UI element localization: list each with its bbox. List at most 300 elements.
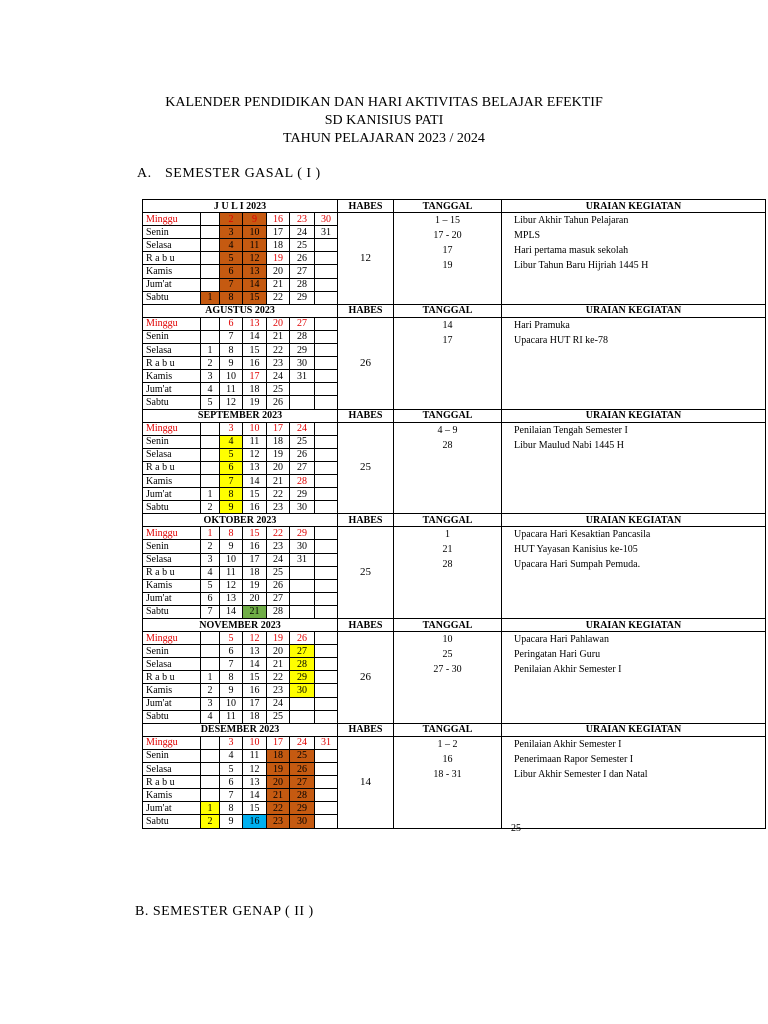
date-cell	[315, 396, 338, 409]
date-cell	[315, 632, 338, 645]
week-day-row	[143, 317, 766, 330]
day-name: Kamis	[143, 579, 201, 592]
date-cell: 25	[267, 566, 290, 579]
doc-title-line3: TAHUN PELAJARAN 2023 / 2024	[283, 131, 485, 146]
tanggal-item: 19	[442, 260, 453, 272]
date-cell	[315, 697, 338, 710]
date-cell: 30	[290, 815, 315, 828]
date-cell: 29	[290, 488, 315, 501]
date-cell: 9	[220, 501, 243, 514]
date-cell: 6	[220, 645, 243, 658]
tanggal-list	[394, 213, 502, 305]
date-cell: 27	[267, 592, 290, 605]
date-cell: 29	[290, 344, 315, 357]
date-cell: 16	[243, 815, 267, 828]
date-cell: 27	[290, 317, 315, 330]
date-cell: 21	[267, 658, 290, 671]
date-cell	[201, 278, 220, 291]
date-cell: 22	[267, 344, 290, 357]
date-cell: 17	[267, 226, 290, 239]
uraian-item: Peringatan Hari Guru	[514, 649, 601, 661]
date-cell: 22	[267, 527, 290, 540]
date-cell	[315, 710, 338, 723]
day-name: Minggu	[143, 213, 201, 226]
habes-header: HABES	[338, 200, 394, 213]
habes-value: 25	[338, 422, 394, 514]
date-cell: 5	[201, 579, 220, 592]
date-cell: 27	[290, 265, 315, 278]
uraian-item: Libur Akhir Tahun Pelajaran	[514, 215, 629, 227]
habes-value: 12	[338, 213, 394, 305]
tanggal-item: 27 - 30	[433, 664, 462, 676]
month-name: J U L I 2023	[143, 200, 338, 213]
month-header-row	[143, 723, 766, 736]
date-cell: 8	[220, 291, 243, 304]
date-cell: 12	[220, 396, 243, 409]
uraian-item: Penerimaan Rapor Semester I	[514, 753, 634, 765]
date-cell: 29	[290, 671, 315, 684]
date-cell	[201, 265, 220, 278]
day-name: R a b u	[143, 357, 201, 370]
date-cell	[315, 501, 338, 514]
tanggal-item: 1	[445, 529, 450, 541]
date-cell	[290, 579, 315, 592]
tanggal-list	[394, 317, 502, 409]
day-name: Jum'at	[143, 592, 201, 605]
uraian-item: Penilaian Akhir Semester I	[514, 664, 622, 676]
tanggal-item: 17	[442, 245, 453, 257]
date-cell	[201, 632, 220, 645]
date-cell: 5	[220, 763, 243, 776]
date-cell: 18	[243, 566, 267, 579]
date-cell	[290, 566, 315, 579]
date-cell: 28	[290, 474, 315, 487]
date-cell: 31	[290, 370, 315, 383]
day-name: R a b u	[143, 252, 201, 265]
date-cell: 3	[201, 553, 220, 566]
date-cell: 20	[267, 645, 290, 658]
month-header-row	[143, 409, 766, 422]
month-name: NOVEMBER 2023	[143, 619, 338, 632]
date-cell: 9	[220, 684, 243, 697]
week-day-row	[143, 632, 766, 645]
day-name: Sabtu	[143, 396, 201, 409]
date-cell: 17	[267, 736, 290, 749]
date-cell	[315, 605, 338, 618]
uraian-item: MPLS	[514, 230, 541, 242]
day-name: Minggu	[143, 632, 201, 645]
habes-value: 25	[338, 527, 394, 619]
day-name: R a b u	[143, 461, 201, 474]
tanggal-header: TANGGAL	[394, 723, 502, 736]
date-cell: 15	[243, 488, 267, 501]
date-cell: 19	[267, 252, 290, 265]
date-cell: 9	[220, 815, 243, 828]
uraian-item: Hari pertama masuk sekolah	[514, 245, 629, 257]
day-name: R a b u	[143, 671, 201, 684]
date-cell	[315, 658, 338, 671]
date-cell: 11	[220, 383, 243, 396]
date-cell	[315, 789, 338, 802]
date-cell: 17	[267, 422, 290, 435]
date-cell: 30	[290, 357, 315, 370]
uraian-item: Penilaian Akhir Semester I	[514, 738, 622, 750]
date-cell: 22	[267, 488, 290, 501]
tanggal-item: 4 – 9	[437, 424, 458, 436]
uraian-header: URAIAN KEGIATAN	[502, 619, 766, 632]
date-cell: 30	[290, 540, 315, 553]
date-cell: 18	[243, 383, 267, 396]
date-cell: 1	[201, 291, 220, 304]
date-cell	[201, 317, 220, 330]
date-cell: 28	[290, 278, 315, 291]
habes-value: 26	[338, 632, 394, 724]
date-cell: 7	[220, 278, 243, 291]
date-cell: 17	[243, 553, 267, 566]
date-cell: 3	[220, 226, 243, 239]
date-cell: 28	[290, 658, 315, 671]
date-cell: 10	[220, 553, 243, 566]
date-cell	[315, 383, 338, 396]
date-cell	[315, 684, 338, 697]
date-cell: 9	[243, 213, 267, 226]
uraian-item: Libur Tahun Baru Hijriah 1445 H	[514, 260, 649, 272]
day-name: Selasa	[143, 448, 201, 461]
calendar-table	[142, 199, 766, 829]
date-cell	[290, 605, 315, 618]
date-cell: 15	[243, 344, 267, 357]
month-header-row	[143, 200, 766, 213]
date-cell: 6	[220, 461, 243, 474]
date-cell: 18	[267, 435, 290, 448]
uraian-header: URAIAN KEGIATAN	[502, 304, 766, 317]
day-name: Minggu	[143, 736, 201, 749]
uraian-header: URAIAN KEGIATAN	[502, 514, 766, 527]
date-cell: 31	[315, 736, 338, 749]
date-cell	[201, 776, 220, 789]
day-name: Jum'at	[143, 278, 201, 291]
doc-title-line1: KALENDER PENDIDIKAN DAN HARI AKTIVITAS BELAJAR EFEKTIF	[165, 95, 603, 110]
date-cell	[315, 435, 338, 448]
date-cell: 22	[267, 671, 290, 684]
date-cell: 15	[243, 291, 267, 304]
date-cell: 5	[220, 632, 243, 645]
date-cell: 2	[201, 815, 220, 828]
date-cell: 16	[243, 684, 267, 697]
tanggal-item: 14	[442, 319, 453, 331]
day-name: Sabtu	[143, 815, 201, 828]
week-day-row	[143, 422, 766, 435]
date-cell: 5	[201, 396, 220, 409]
tanggal-item: 17 - 20	[433, 230, 462, 242]
date-cell: 23	[267, 684, 290, 697]
month-header-row	[143, 304, 766, 317]
section-b-heading: B. SEMESTER GENAP ( II )	[135, 904, 314, 919]
date-cell: 23	[290, 213, 315, 226]
day-name: Senin	[143, 540, 201, 553]
date-cell: 12	[243, 252, 267, 265]
date-cell: 23	[267, 501, 290, 514]
uraian-list	[502, 736, 766, 828]
date-cell	[201, 448, 220, 461]
tanggal-item: 1 – 2	[437, 738, 458, 750]
date-cell: 31	[290, 553, 315, 566]
date-cell: 26	[290, 448, 315, 461]
date-cell: 5	[220, 252, 243, 265]
day-name: Selasa	[143, 658, 201, 671]
date-cell: 12	[243, 448, 267, 461]
section-a-heading: SEMESTER GASAL ( I )	[165, 166, 321, 181]
day-name: Kamis	[143, 265, 201, 278]
date-cell	[201, 658, 220, 671]
date-cell: 16	[243, 501, 267, 514]
date-cell: 20	[267, 461, 290, 474]
date-cell: 7	[220, 474, 243, 487]
date-cell	[290, 592, 315, 605]
uraian-item: Upacara Hari Pahlawan	[514, 634, 609, 646]
date-cell: 13	[243, 645, 267, 658]
date-cell: 28	[267, 605, 290, 618]
date-cell: 20	[267, 317, 290, 330]
date-cell: 12	[243, 632, 267, 645]
date-cell: 18	[267, 239, 290, 252]
date-cell: 7	[220, 658, 243, 671]
date-cell: 18	[243, 710, 267, 723]
uraian-item: Upacara Hari Sumpah Pemuda.	[514, 559, 641, 571]
date-cell	[315, 749, 338, 762]
date-cell	[315, 265, 338, 278]
date-cell: 4	[201, 566, 220, 579]
date-cell: 25	[290, 239, 315, 252]
month-header-row	[143, 514, 766, 527]
date-cell: 19	[267, 763, 290, 776]
date-cell: 15	[243, 671, 267, 684]
date-cell: 8	[220, 344, 243, 357]
uraian-item: Penilaian Tengah Semester I	[514, 424, 628, 436]
uraian-list	[502, 422, 766, 514]
date-cell: 20	[267, 265, 290, 278]
date-cell: 14	[220, 605, 243, 618]
day-name: Jum'at	[143, 802, 201, 815]
date-cell: 25	[290, 435, 315, 448]
month-name: AGUSTUS 2023	[143, 304, 338, 317]
date-cell: 24	[267, 370, 290, 383]
date-cell: 24	[267, 697, 290, 710]
date-cell: 25	[290, 749, 315, 762]
uraian-list	[502, 632, 766, 724]
date-cell: 10	[243, 736, 267, 749]
date-cell: 8	[220, 488, 243, 501]
date-cell: 12	[220, 579, 243, 592]
week-day-row	[143, 213, 766, 226]
date-cell: 14	[243, 278, 267, 291]
date-cell: 14	[243, 789, 267, 802]
date-cell: 21	[243, 605, 267, 618]
date-cell	[315, 815, 338, 828]
date-cell: 26	[267, 396, 290, 409]
month-name: SEPTEMBER 2023	[143, 409, 338, 422]
date-cell	[201, 422, 220, 435]
day-name: Jum'at	[143, 697, 201, 710]
day-name: Sabtu	[143, 605, 201, 618]
date-cell: 5	[220, 448, 243, 461]
day-name: Selasa	[143, 239, 201, 252]
date-cell: 10	[243, 226, 267, 239]
date-cell: 4	[220, 239, 243, 252]
date-cell: 26	[290, 632, 315, 645]
date-cell	[315, 291, 338, 304]
week-day-row	[143, 736, 766, 749]
date-cell: 7	[201, 605, 220, 618]
date-cell: 4	[220, 749, 243, 762]
day-name: Jum'at	[143, 383, 201, 396]
date-cell: 2	[201, 501, 220, 514]
tanggal-item: 18 - 31	[433, 768, 462, 780]
date-cell	[315, 422, 338, 435]
date-cell: 9	[220, 540, 243, 553]
date-cell	[201, 763, 220, 776]
date-cell: 3	[220, 422, 243, 435]
date-cell	[315, 776, 338, 789]
date-cell: 10	[220, 697, 243, 710]
tanggal-list	[394, 422, 502, 514]
date-cell: 14	[243, 330, 267, 343]
day-name: Senin	[143, 330, 201, 343]
date-cell	[315, 802, 338, 815]
tanggal-header: TANGGAL	[394, 304, 502, 317]
date-cell: 8	[220, 671, 243, 684]
tanggal-item: 1 – 15	[435, 215, 460, 227]
date-cell: 7	[220, 330, 243, 343]
day-name: Kamis	[143, 370, 201, 383]
date-cell	[315, 357, 338, 370]
date-cell: 11	[243, 435, 267, 448]
date-cell	[290, 383, 315, 396]
date-cell: 2	[220, 213, 243, 226]
date-cell: 24	[290, 226, 315, 239]
date-cell	[315, 370, 338, 383]
date-cell: 30	[315, 213, 338, 226]
date-cell	[201, 330, 220, 343]
date-cell	[315, 461, 338, 474]
date-cell	[315, 448, 338, 461]
tanggal-item: 17	[442, 334, 453, 346]
uraian-header: URAIAN KEGIATAN	[502, 200, 766, 213]
date-cell: 28	[290, 789, 315, 802]
habes-header: HABES	[338, 723, 394, 736]
date-cell: 27	[290, 645, 315, 658]
uraian-item: Upacara HUT RI ke-78	[514, 334, 608, 346]
date-cell: 13	[243, 317, 267, 330]
date-cell	[315, 252, 338, 265]
day-name: Senin	[143, 226, 201, 239]
day-name: Sabtu	[143, 710, 201, 723]
date-cell: 24	[267, 553, 290, 566]
date-cell	[201, 213, 220, 226]
date-cell: 16	[243, 540, 267, 553]
date-cell	[201, 226, 220, 239]
date-cell	[315, 566, 338, 579]
date-cell: 17	[243, 370, 267, 383]
date-cell: 11	[220, 566, 243, 579]
day-name: Kamis	[143, 684, 201, 697]
date-cell: 7	[220, 789, 243, 802]
date-cell: 22	[267, 802, 290, 815]
date-cell	[201, 474, 220, 487]
tanggal-header: TANGGAL	[394, 409, 502, 422]
date-cell: 3	[201, 370, 220, 383]
day-name: Kamis	[143, 474, 201, 487]
date-cell: 2	[201, 540, 220, 553]
date-cell: 6	[220, 317, 243, 330]
tanggal-header: TANGGAL	[394, 200, 502, 213]
date-cell: 18	[267, 749, 290, 762]
date-cell: 30	[290, 684, 315, 697]
day-name: Selasa	[143, 763, 201, 776]
date-cell	[315, 278, 338, 291]
week-day-row	[143, 527, 766, 540]
month-name: DESEMBER 2023	[143, 723, 338, 736]
date-cell: 13	[243, 461, 267, 474]
date-cell	[315, 553, 338, 566]
stray-number: 25	[511, 823, 521, 834]
date-cell: 19	[267, 632, 290, 645]
date-cell: 1	[201, 488, 220, 501]
date-cell: 29	[290, 527, 315, 540]
uraian-list	[502, 213, 766, 305]
date-cell	[201, 749, 220, 762]
day-name: Senin	[143, 749, 201, 762]
date-cell: 23	[267, 815, 290, 828]
habes-header: HABES	[338, 409, 394, 422]
section-a-letter: A.	[137, 166, 152, 181]
uraian-item: Libur Akhir Semester I dan Natal	[514, 768, 648, 780]
tanggal-item: 28	[442, 559, 453, 571]
date-cell	[315, 645, 338, 658]
date-cell: 29	[290, 802, 315, 815]
date-cell: 26	[267, 579, 290, 592]
date-cell: 30	[290, 501, 315, 514]
date-cell	[315, 474, 338, 487]
date-cell: 19	[243, 396, 267, 409]
day-name: Sabtu	[143, 501, 201, 514]
date-cell: 23	[267, 357, 290, 370]
date-cell	[290, 697, 315, 710]
habes-value: 14	[338, 736, 394, 828]
date-cell: 14	[243, 474, 267, 487]
day-name: Selasa	[143, 553, 201, 566]
date-cell	[290, 710, 315, 723]
date-cell: 13	[243, 776, 267, 789]
date-cell: 16	[243, 357, 267, 370]
date-cell	[201, 435, 220, 448]
tanggal-list	[394, 527, 502, 619]
day-name: Minggu	[143, 317, 201, 330]
date-cell: 6	[220, 776, 243, 789]
date-cell: 17	[243, 697, 267, 710]
date-cell: 8	[220, 527, 243, 540]
date-cell: 31	[315, 226, 338, 239]
uraian-item: Upacara Hari Kesaktian Pancasila	[514, 529, 651, 541]
uraian-item: Libur Maulud Nabi 1445 H	[514, 439, 624, 451]
date-cell: 25	[267, 710, 290, 723]
date-cell	[315, 763, 338, 776]
habes-value: 26	[338, 317, 394, 409]
date-cell: 24	[290, 736, 315, 749]
date-cell: 21	[267, 789, 290, 802]
date-cell	[201, 645, 220, 658]
uraian-list	[502, 527, 766, 619]
